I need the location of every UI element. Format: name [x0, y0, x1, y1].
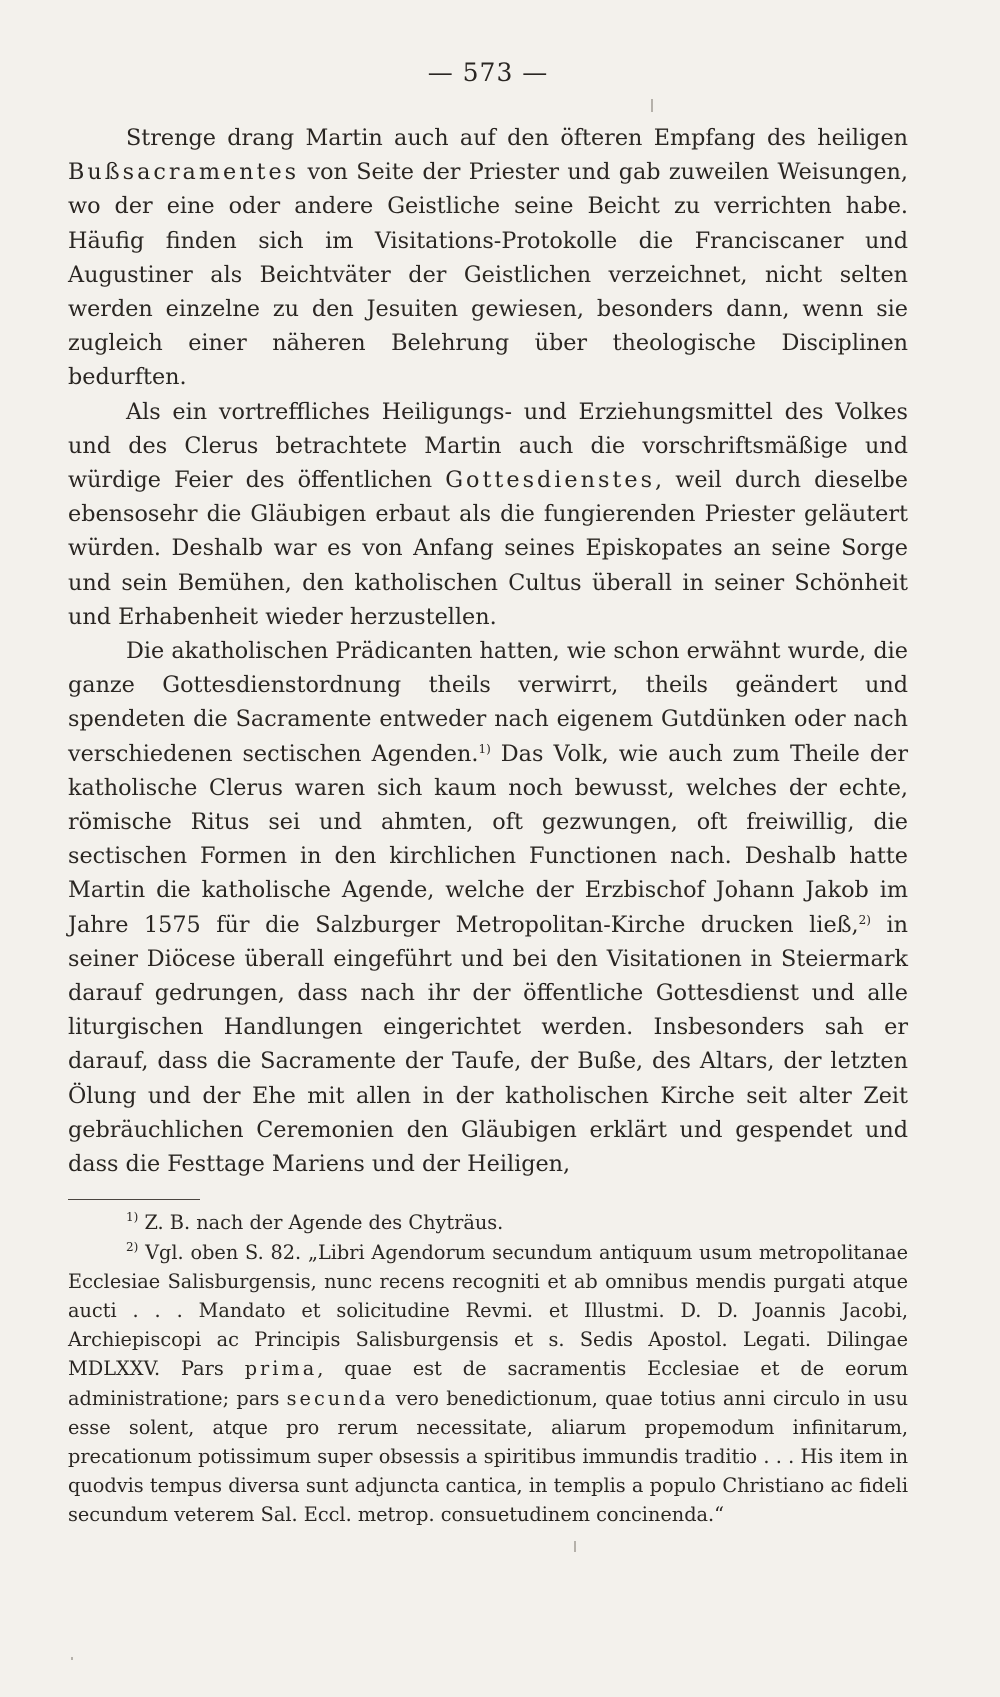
text-run: Die akatholischen Prädicanten hatten, wie schon erwähnt wurde, die ganze Gottesdienstordnung theils verwirrt, theils geändert und spendeten die Sacramente entweder nach eigenem Gutdünken oder nach verschiedenen sectischen Agenden.	[68, 638, 908, 767]
page-number: — 573 —	[427, 58, 549, 87]
text-run: Das Volk, wie auch zum Theile der katholische Clerus waren sich kaum noch bewusst, welches der echte, römische Ritus sei und ahmten, oft gezwungen, oft freiwillig, die sectischen Formen in den kirchlichen Functionen nach. Deshalb hatte Martin die katholische Agende, welche der Erzbischof Johann Jakob im Jahre 1575 für die Salzburger Metropolitan-Kirche drucken ließ,	[68, 740, 908, 938]
paragraph	[68, 395, 908, 634]
text-run: Strenge drang Martin auch auf den öfteren Empfang des heiligen	[126, 125, 908, 151]
text-run: von Seite der Priester und gab zuweilen Weisungen, wo der eine oder andere Geistliche seine Beicht zu verrichten habe. Häufig finden sich im Visitations-Protokolle die Franciscaner und Augustiner als Beichtväter der Geistlichen verzeichnet, nicht selten werden einzelne zu den Jesuiten gewiesen, besonders dann, wenn sie zugleich einer näheren Belehrung über theologische Disciplinen bedurften.	[68, 159, 908, 391]
text-run: Z. B. nach der Agende des Chyträus.	[138, 1211, 504, 1235]
emphasized-term: Gottesdienstes	[445, 467, 656, 494]
footnote	[68, 1208, 908, 1237]
footnote-marker: 1)	[126, 1210, 139, 1225]
emphasized-term: Bußsacramentes	[68, 159, 300, 186]
paper-speck	[574, 1541, 576, 1552]
paragraph	[68, 634, 908, 1181]
text-run: Vgl. oben S. 82. „Libri Agendorum secundum antiquum usum metropolitanae Ecclesiae Salisburgensis, nunc recens recogniti et ab omnibus mendis purgati atque aucti . . . Mandato et solicitudine Revmi. et Illustmi. D. D. Joannis Jacobi, Archiepiscopi ac Principis Salisburgensis et s. Sedis Apostol. Legati. Dilingae MDLXXV. Pars	[68, 1240, 908, 1381]
book-page	[68, 58, 908, 1530]
footnote-marker: 1)	[478, 741, 491, 756]
text-run: in seiner Diöcese überall eingeführt und bei den Visitationen in Steiermark darauf gedrungen, dass nach ihr der öffentliche Gottesdienst und alle liturgischen Handlungen eingerichtet werden. Insbesonders sah er darauf, dass die Sacramente der Taufe, der Buße, des Altars, der letzten Ölung und der Ehe mit allen in der katholischen Kirche seit alter Zeit gebräuchlichen Ceremonien den Gläubigen erklärt und gespendet und dass die Festtage Mariens und der Heiligen,	[68, 911, 908, 1178]
paper-speck	[71, 1657, 73, 1660]
text-run: vero benedictionum, quae totius anni circulo in usu esse solent, atque pro rerum necessitate, aliarum propemodum infinitarum, precationum potissimum super obsessis a spiritibus immundis traditio . . . His item in quodvis tempus diversa sunt adjuncta cantica, in templis a populo Christiano ac fideli secundum veterem Sal. Eccl. metrop. consuetudinem concinenda.“	[68, 1386, 908, 1527]
footnote-marker: 2)	[858, 912, 871, 927]
footnote	[68, 1238, 908, 1530]
footnote-marker: 2)	[126, 1239, 139, 1254]
main-text	[68, 121, 908, 1181]
footnote-divider	[68, 1199, 200, 1200]
text-run: Als ein vortreffliches Heiligungs- und Erziehungsmittel des Volkes und des Clerus betrachtete Martin auch die vorschriftsmäßige und würdige Feier des öffentlichen	[68, 398, 908, 494]
paragraph	[68, 121, 908, 395]
emphasized-term: secunda	[286, 1386, 389, 1410]
emphasized-term: prima	[244, 1357, 318, 1381]
text-run: , quae est de sacramentis Ecclesiae et de eorum administratione; pars	[68, 1357, 908, 1410]
footnotes	[68, 1208, 908, 1529]
text-run: , weil durch dieselbe ebensosehr die Gläubigen erbaut als die fungierenden Priester geläutert würden. Deshalb war es von Anfang seines Episkopates an seine Sorge und sein Bemühen, den katholischen Cultus überall in seiner Schönheit und Erhabenheit wieder herzustellen.	[68, 467, 908, 630]
